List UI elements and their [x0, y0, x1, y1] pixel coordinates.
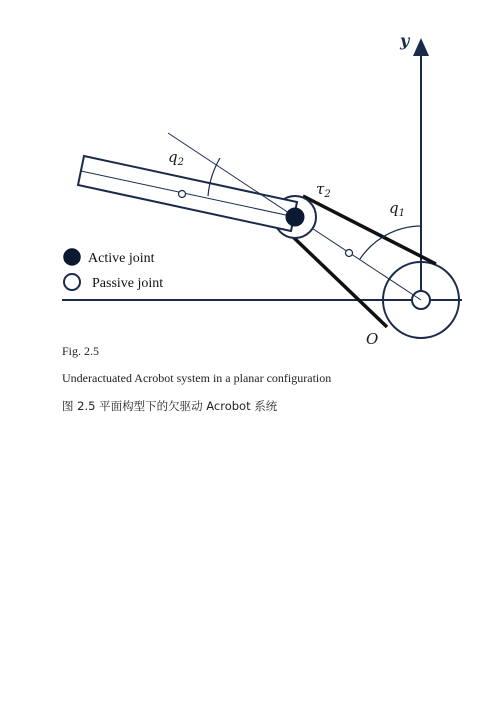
link1-center-of-mass	[346, 250, 353, 257]
q1-label: $q_1$	[389, 199, 405, 219]
legend	[64, 249, 163, 291]
legend-passive-joint-icon	[64, 274, 80, 290]
link1-lower-edge	[291, 235, 387, 327]
link1-upper-edge	[303, 196, 436, 264]
elbow-active-joint	[286, 208, 304, 226]
legend-active-joint-icon	[64, 249, 80, 265]
legend-passive-joint-label: Passive joint	[92, 276, 164, 291]
q2-label: $q_2$	[168, 148, 184, 168]
axis-y-label: y	[400, 31, 410, 50]
figure-number: Fig. 2.5	[62, 344, 100, 358]
legend-active-joint-label: Active joint	[88, 251, 155, 266]
origin-label: O	[366, 330, 379, 348]
torque-label: $\tau_2$	[316, 180, 331, 200]
caption-chinese: 图 2.5 平面构型下的欠驱动 Acrobot 系统	[62, 399, 278, 413]
link2-center-of-mass	[179, 191, 186, 198]
caption-english: Underactuated Acrobot system in a planar configuration	[62, 371, 332, 385]
